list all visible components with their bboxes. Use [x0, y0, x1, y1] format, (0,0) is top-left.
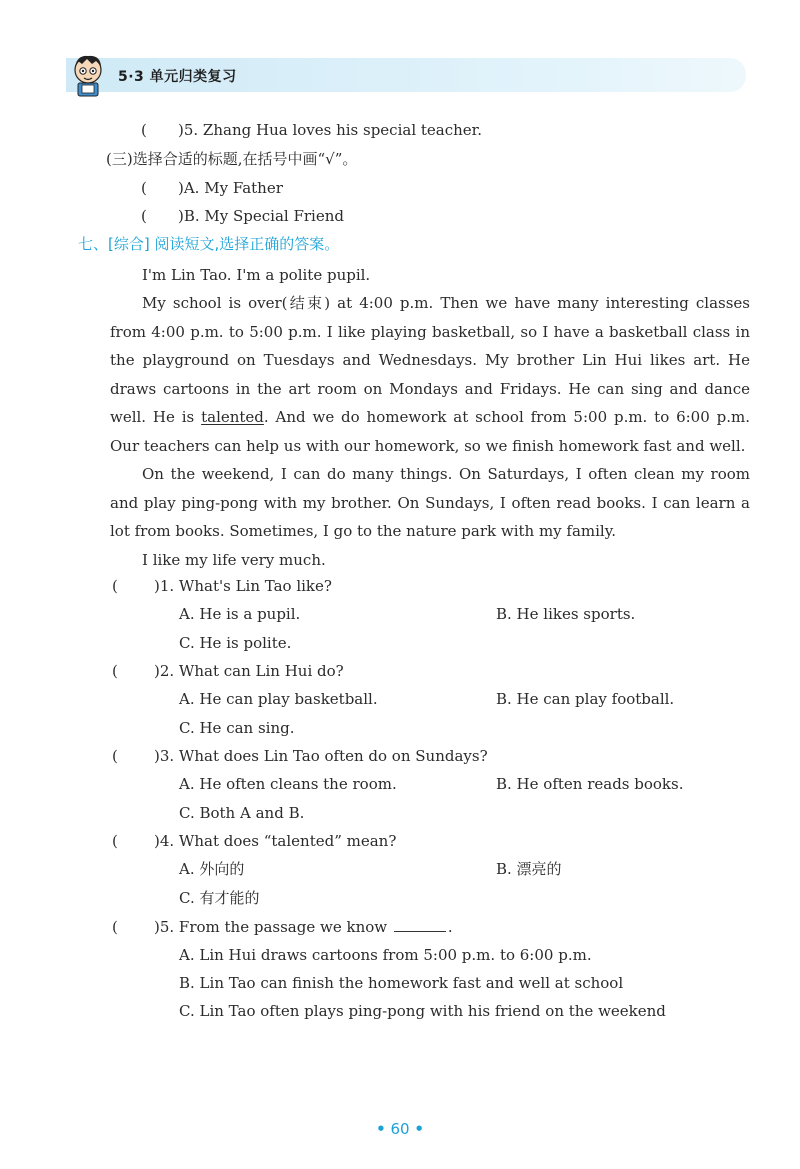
question-stem: )2. What can Lin Hui do?: [154, 662, 344, 680]
answer-paren: (: [141, 179, 147, 197]
question-stem-end: .: [447, 918, 453, 936]
answer-option: B. 漂亮的: [496, 860, 562, 878]
answer-option: C. He can sing.: [179, 719, 295, 737]
answer-paren: (: [112, 662, 118, 680]
answer-option: B. He often reads books.: [496, 775, 684, 793]
passage-text: . And we do homework at school from 5:00 p.m. to 6:00 p.m. Our teachers can help us with our homework, so we finish homework fast and well.: [110, 408, 750, 455]
question-stem: )1. What's Lin Tao like?: [154, 577, 332, 595]
answer-paren: (: [112, 577, 118, 595]
answer-option: C. He is polite.: [179, 634, 292, 652]
page-number: • 60 •: [376, 1120, 424, 1138]
section-heading: 七、[综合] 阅读短文,选择正确的答案。: [78, 235, 340, 253]
answer-paren: (: [112, 747, 118, 765]
passage-paragraph: [110, 289, 750, 461]
passage-text: My school is over(结束) at 4:00 p.m. Then we have many interesting classes from 4:00 p.m. to 5:00 p.m. I like playing basketball, so I have a basketball class in the playground on Tuesdays and Wednesdays. My brother Lin Hui likes art. He draws cartoons in the art room on Mondays and Fridays. He can sing and dance well. He is: [110, 294, 750, 427]
answer-option: C. Both A and B.: [179, 804, 305, 822]
answer-option: C. 有才能的: [179, 889, 260, 907]
answer-paren: (: [141, 121, 147, 139]
answer-option: A. He often cleans the room.: [179, 775, 397, 793]
title-option: )A. My Father: [178, 179, 283, 197]
answer-paren: (: [141, 207, 147, 225]
answer-option: B. He likes sports.: [496, 605, 636, 623]
passage-text: I like my life very much.: [142, 551, 326, 569]
passage-paragraph: [110, 460, 750, 546]
title-option: )B. My Special Friend: [178, 207, 344, 225]
question-stem: )4. What does “talented” mean?: [154, 832, 397, 850]
answer-option: A. He is a pupil.: [179, 605, 301, 623]
question-statement: )5. Zhang Hua loves his special teacher.: [178, 121, 482, 139]
answer-option: A. 外向的: [179, 860, 245, 878]
answer-option: C. Lin Tao often plays ping-pong with his friend on the weekend: [179, 1002, 666, 1020]
answer-paren: (: [112, 918, 118, 936]
answer-blank: [394, 931, 446, 932]
question-stem: )3. What does Lin Tao often do on Sundays?: [154, 747, 488, 765]
passage-paragraph: [110, 261, 750, 290]
passage-paragraph: [110, 546, 750, 575]
passage-text: I'm Lin Tao. I'm a polite pupil.: [142, 266, 371, 284]
passage-text: On the weekend, I can do many things. On Saturdays, I often clean my room and play ping-pong with my brother. On Sundays, I often read books. I can learn a lot from books. Sometimes, I go to the nature park with my family.: [110, 465, 750, 541]
question-stem: [154, 917, 453, 937]
underlined-word: talented: [201, 408, 264, 427]
answer-option: A. Lin Hui draws cartoons from 5:00 p.m. to 6:00 p.m.: [179, 946, 592, 964]
answer-option: B. He can play football.: [496, 690, 675, 708]
answer-paren: (: [112, 832, 118, 850]
book-title: 5·3 单元归类复习: [118, 69, 237, 85]
question-stem-text: )5. From the passage we know: [154, 918, 388, 936]
answer-option: A. He can play basketball.: [179, 690, 378, 708]
student-mascot-icon: [68, 52, 108, 98]
answer-option: B. Lin Tao can finish the homework fast and well at school: [179, 974, 624, 992]
part-three-heading: (三)选择合适的标题,在括号中画“√”。: [106, 150, 358, 168]
